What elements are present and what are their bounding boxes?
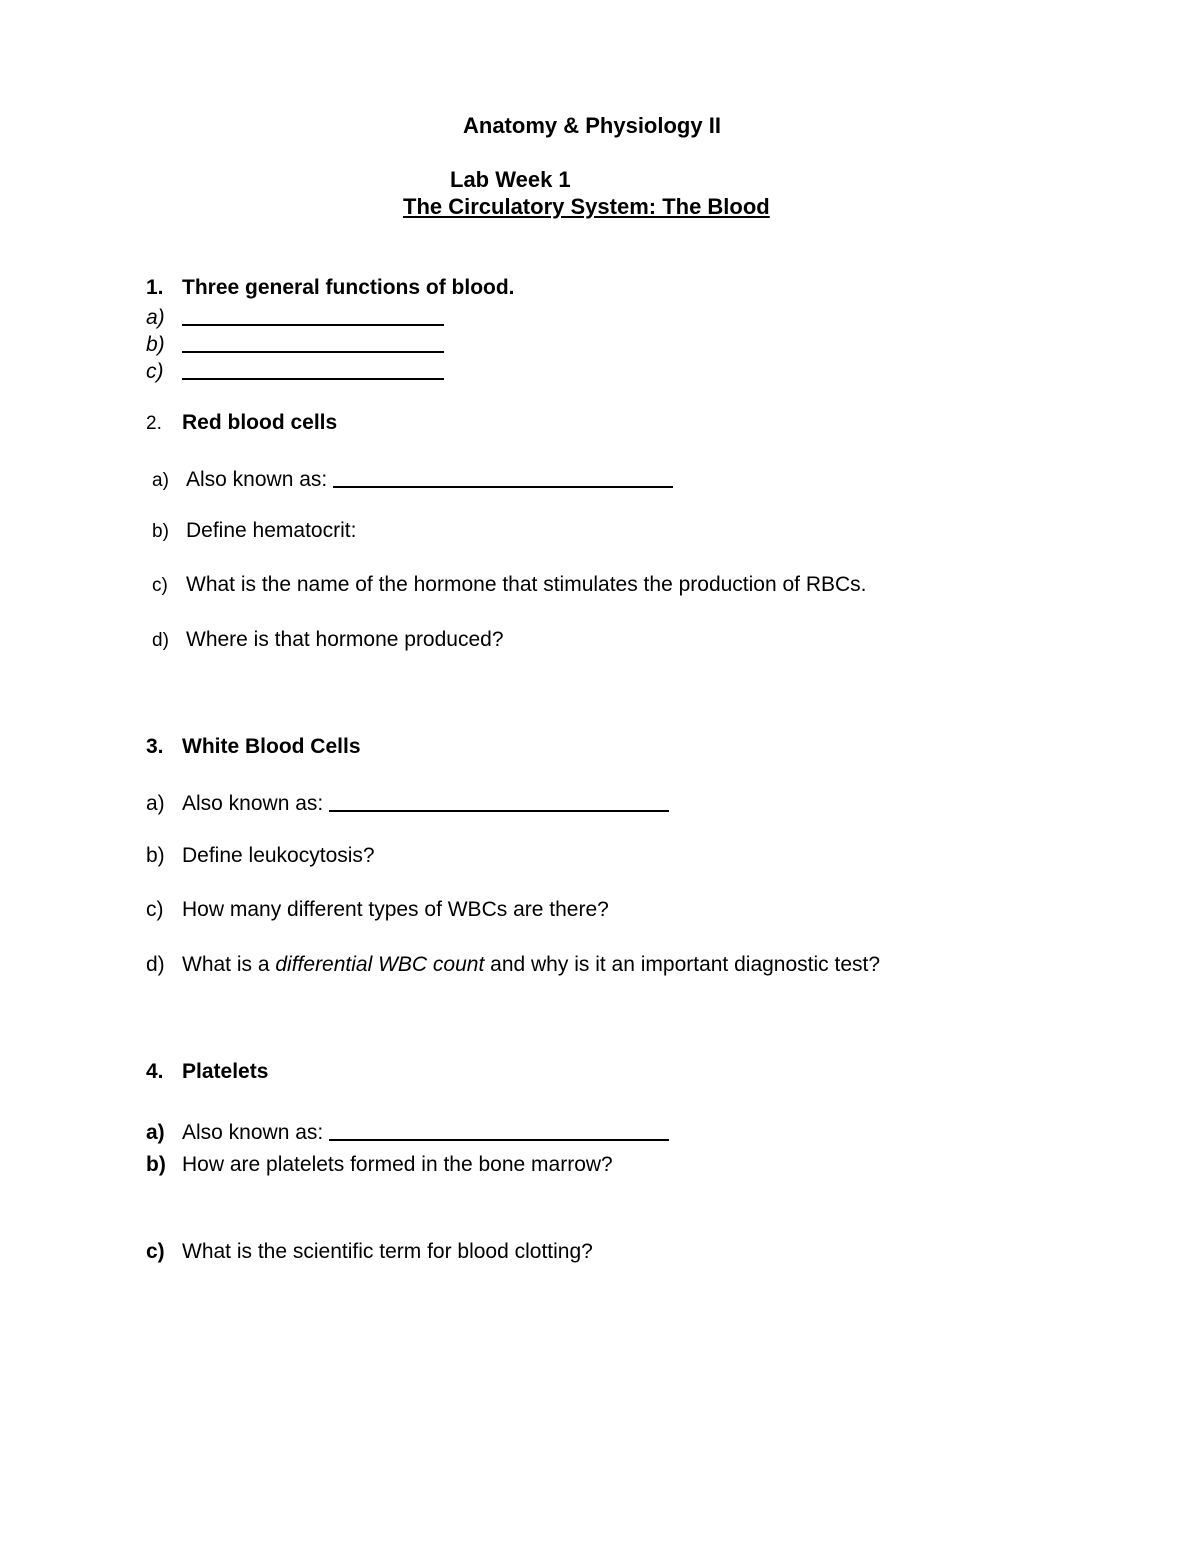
q3-item-a-text: Also known as: [182,792,330,815]
q3-item-d-text-after: and why is it an important diagnostic test? [484,953,881,976]
q3-number: 3. [146,735,164,758]
q3-item-c-letter: c) [146,898,164,921]
lab-week-title: Lab Week 1 [450,167,571,192]
q2-item-a-blank[interactable] [333,468,673,488]
q3-item-a-letter: a) [146,792,165,815]
q1-heading-row [146,276,515,300]
q1-item-a [146,304,444,330]
q2-item-a-text: Also known as: [186,468,334,491]
course-title: Anatomy & Physiology II [463,113,721,138]
q1-item-a-letter: a) [146,306,165,329]
q1-item-a-blank[interactable] [182,306,444,326]
q3-heading-row [146,735,361,759]
topic-title: The Circulatory System: The Blood [403,194,770,219]
q2-item-b-text: Define hematocrit: [186,519,357,542]
q2-item-c-letter: c) [152,575,168,596]
q2-item-d [152,628,504,652]
q2-number: 2. [146,413,162,434]
q3-item-a-blank[interactable] [329,792,669,812]
q4-item-a-letter: a) [146,1121,165,1144]
q1-item-b [146,331,444,357]
q4-item-a-blank[interactable] [329,1121,669,1141]
q3-item-b [146,844,375,868]
q3-item-d-text-italic: differential WBC count [275,953,485,976]
q3-item-a [146,790,669,816]
q4-heading-row [146,1060,268,1084]
q4-number: 4. [146,1060,164,1083]
q4-item-b-text: How are platelets formed in the bone marrow? [182,1153,613,1176]
q4-item-c-text: What is the scientific term for blood clotting? [182,1240,593,1263]
q2-item-d-text: Where is that hormone produced? [186,628,504,651]
q2-item-c [152,573,867,597]
q3-item-d-text-before: What is a [182,953,276,976]
q1-item-b-blank[interactable] [182,333,444,353]
q1-item-c-blank[interactable] [182,360,444,380]
q1-number: 1. [146,276,164,299]
q4-item-b-letter: b) [146,1153,166,1176]
q4-heading: Platelets [182,1060,269,1083]
q1-item-c [146,358,444,384]
q2-item-a-letter: a) [152,470,169,491]
q3-item-b-text: Define leukocytosis? [182,844,375,867]
q3-item-b-letter: b) [146,844,165,867]
q4-item-c-letter: c) [146,1240,165,1263]
q3-item-c-text: How many different types of WBCs are there? [182,898,609,921]
q2-item-c-text: What is the name of the hormone that stimulates the production of RBCs. [186,573,867,596]
q3-item-c [146,898,609,922]
q1-item-b-letter: b) [146,333,165,356]
q1-heading: Three general functions of blood. [182,276,515,299]
q2-item-a [152,466,673,492]
q4-item-a-text: Also known as: [182,1121,330,1144]
q4-item-b [146,1153,613,1177]
q2-item-b-letter: b) [152,521,169,542]
q2-item-b [152,519,356,543]
q4-item-a [146,1119,669,1145]
q3-item-d [146,953,880,977]
q4-item-c [146,1240,593,1264]
q3-item-d-letter: d) [146,953,165,976]
q2-heading: Red blood cells [182,411,338,434]
q1-item-c-letter: c) [146,360,164,383]
q2-item-d-letter: d) [152,630,169,651]
q3-heading: White Blood Cells [182,735,361,758]
q2-heading-row [146,411,337,435]
